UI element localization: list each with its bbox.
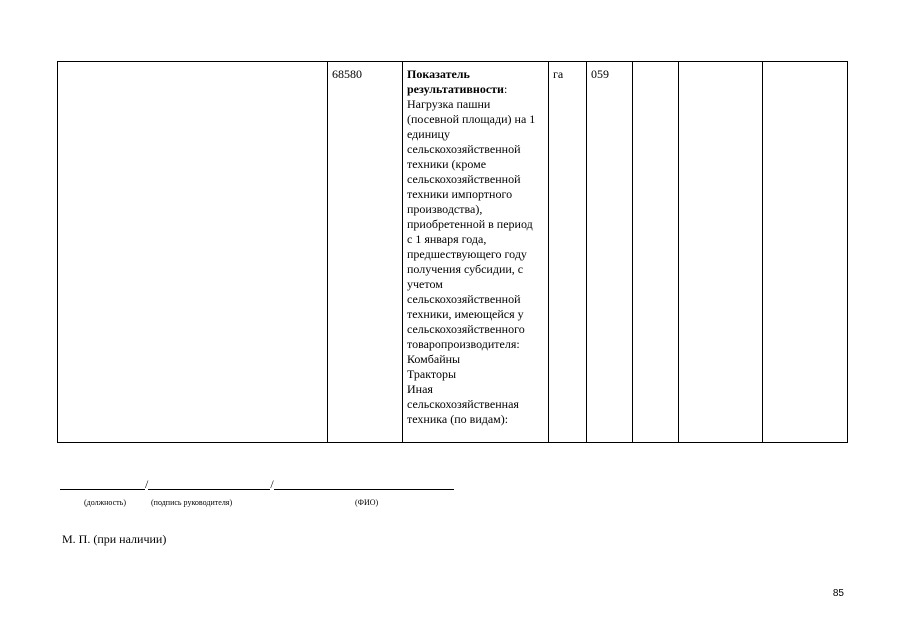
indicator-line: производства), — [407, 202, 483, 216]
indicator-line: единицу — [407, 127, 450, 141]
indicator-line: техника (по видам): — [407, 412, 509, 426]
indicator-line: получения субсидии, с — [407, 262, 524, 276]
indicator-line: товаропроизводителя: — [407, 337, 520, 351]
indicator-colon: : — [503, 82, 508, 96]
cell-empty-6 — [633, 62, 679, 443]
indicator-title-line1: Показатель — [407, 67, 470, 81]
table-row — [58, 62, 848, 443]
cell-indicator — [403, 62, 549, 443]
caption-position: (должность) — [84, 498, 126, 507]
cell-code: 68580 — [328, 62, 403, 443]
signature-line — [60, 475, 454, 490]
name-blank — [274, 479, 454, 490]
indicator-line: Комбайны — [407, 352, 461, 366]
indicator-table — [57, 61, 848, 443]
indicator-line: приобретенной в период — [407, 217, 533, 231]
indicator-title-line2: результативности — [407, 82, 504, 96]
caption-signature: (подпись руководителя) — [151, 498, 233, 507]
signature-blank — [148, 479, 270, 490]
indicator-line: сельскохозяйственной — [407, 172, 521, 186]
indicator-line: техники импортного — [407, 187, 513, 201]
signature-slash-2: / — [270, 477, 274, 491]
position-blank — [60, 479, 145, 490]
indicator-line: сельскохозяйственной — [407, 142, 521, 156]
indicator-line: техники, имеющейся у — [407, 307, 524, 321]
indicator-line: Нагрузка пашни — [407, 97, 491, 111]
cell-empty-8 — [763, 62, 848, 443]
indicator-description — [407, 97, 544, 427]
indicator-line: сельскохозяйственная — [407, 397, 519, 411]
caption-name: (ФИО) — [355, 498, 379, 507]
cell-unit: га — [549, 62, 587, 443]
indicator-line: техники (кроме — [407, 157, 487, 171]
indicator-line: Тракторы — [407, 367, 457, 381]
indicator-line: сельскохозяйственного — [407, 322, 525, 336]
indicator-line: Иная — [407, 382, 433, 396]
signature-slash-1: / — [145, 477, 149, 491]
stamp-note: М. П. (при наличии) — [62, 532, 167, 546]
indicator-line: учетом — [407, 277, 443, 291]
page-number: 85 — [832, 588, 844, 599]
cell-empty-7 — [679, 62, 763, 443]
cell-empty-1 — [58, 62, 328, 443]
indicator-line: (посевной площади) на 1 — [407, 112, 536, 126]
indicator-line: сельскохозяйственной — [407, 292, 521, 306]
indicator-line: предшествующего году — [407, 247, 527, 261]
cell-okei-code: 059 — [587, 62, 633, 443]
indicator-line: с 1 января года, — [407, 232, 487, 246]
